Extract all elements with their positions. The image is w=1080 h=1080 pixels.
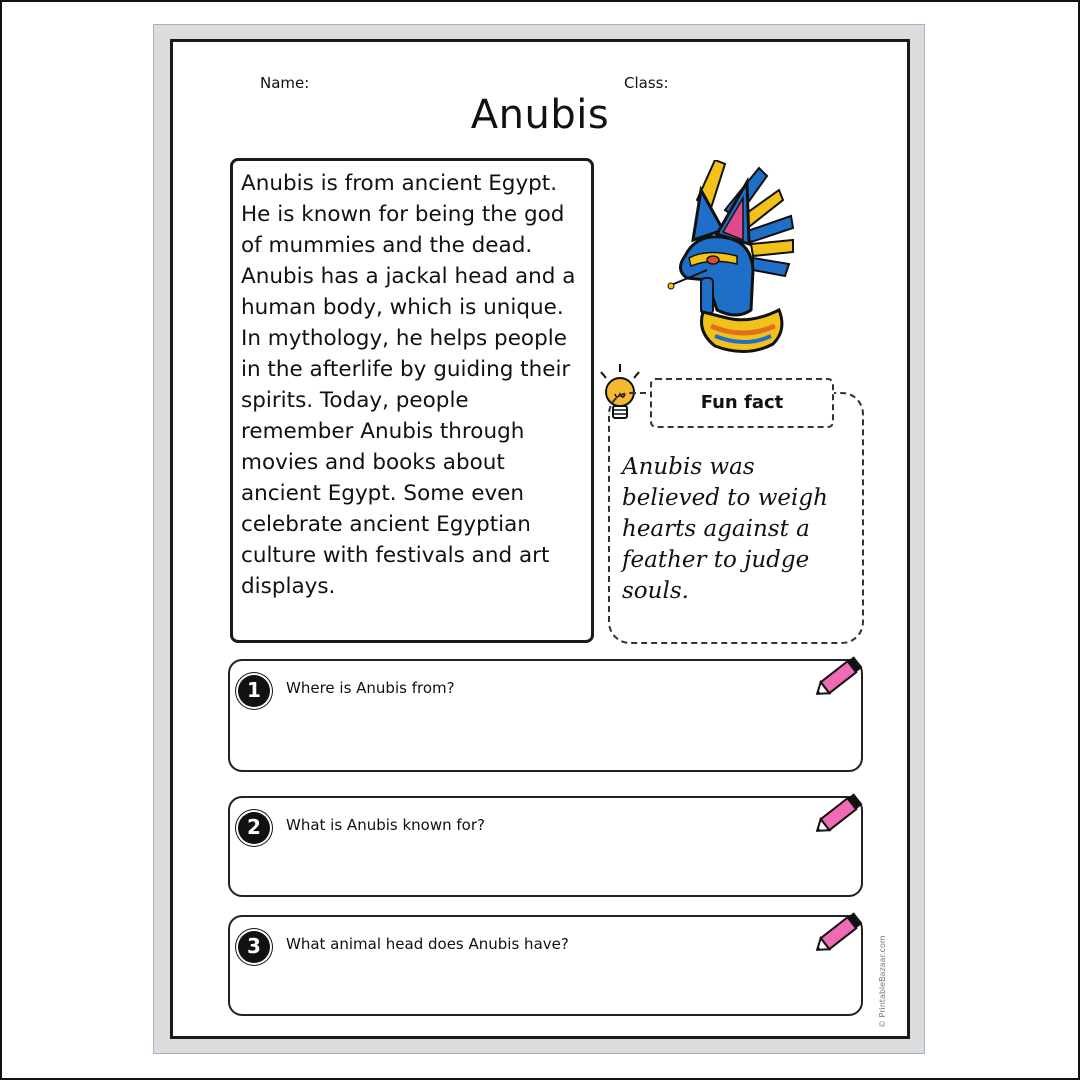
fun-fact-box: Anubis was believed to weigh hearts against a feather to judge souls. — [608, 392, 864, 644]
page-title: Anubis — [470, 92, 610, 138]
question-text: Where is Anubis from? — [286, 679, 455, 697]
anubis-head-illustration — [667, 160, 797, 356]
pencil-icon — [811, 651, 869, 701]
copyright-text: © PrintableBazaar.com — [878, 935, 887, 1028]
question-text: What animal head does Anubis have? — [286, 935, 569, 953]
class-label: Class: — [624, 74, 669, 92]
question-answer-box[interactable] — [228, 796, 863, 897]
question-answer-box[interactable] — [228, 659, 863, 772]
worksheet-sheet — [153, 24, 925, 1054]
question-number-badge: 3 — [238, 931, 270, 963]
pencil-icon — [811, 907, 869, 957]
question-text: What is Anubis known for? — [286, 816, 485, 834]
question-number-badge: 1 — [238, 675, 270, 707]
fun-fact-label: Fun fact — [650, 378, 834, 428]
reading-passage: Anubis is from ancient Egypt. He is known for being the god of mummies and the dead. Anubis has a jackal head and a human body, which is unique. In mythology, he helps people in the afterlife by guiding their spirits. Today, people remember Anubis through movies and books about ancient Egypt. Some even celebrate ancient Egyptian culture with festivals and art displays. — [230, 158, 594, 643]
worksheet-page — [170, 39, 910, 1039]
name-label: Name: — [260, 74, 310, 92]
pencil-icon — [811, 788, 869, 838]
question-answer-box[interactable] — [228, 915, 863, 1016]
question-number-badge: 2 — [238, 812, 270, 844]
